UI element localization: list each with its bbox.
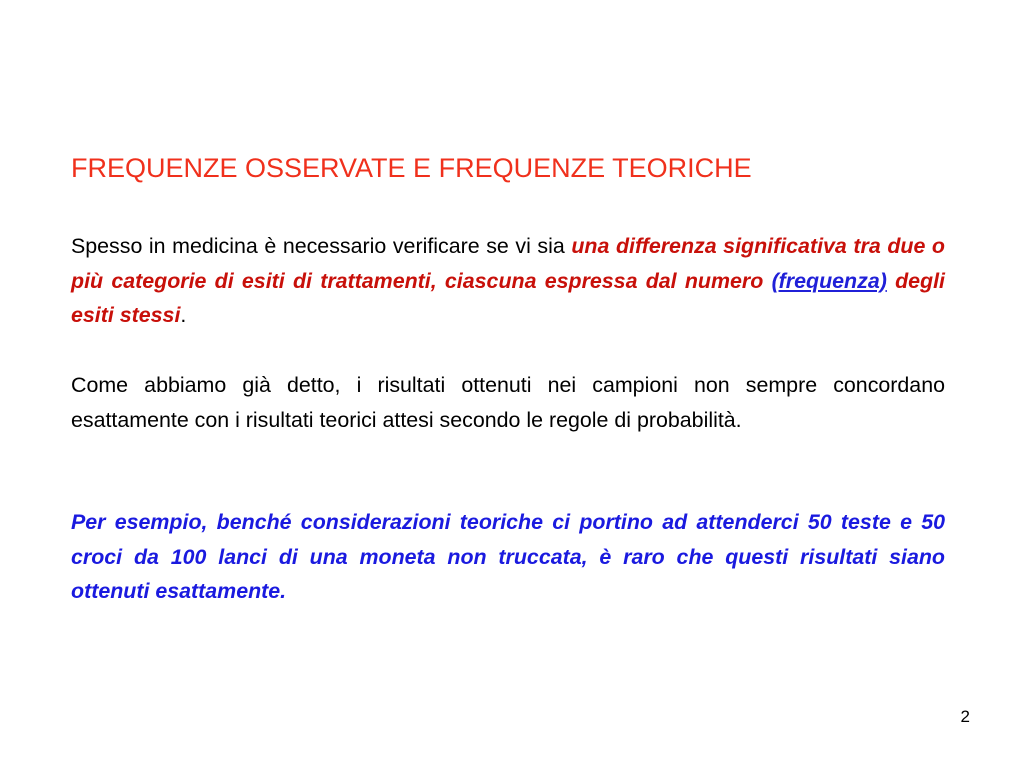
intro-emphasis-end: degli esiti stessi bbox=[71, 268, 945, 327]
intro-period: . bbox=[180, 303, 187, 327]
slide-title: FREQUENZE OSSERVATE E FREQUENZE TEORICHE bbox=[71, 153, 752, 183]
frequenza-link[interactable]: (frequenza) bbox=[771, 268, 887, 293]
paragraph-intro bbox=[71, 229, 945, 333]
page-number: 2 bbox=[960, 707, 970, 726]
intro-text: Spesso in medicina è necessario verificare se vi sia bbox=[71, 234, 572, 258]
paragraph-example: Per esempio, benché considerazioni teoriche ci portino ad attenderci 50 teste e 50 croci da 100 lanci di una moneta non truccata, è raro che questi risultati siano ottenuti esattamente. bbox=[71, 510, 945, 603]
paragraph-explanation: Come abbiamo già detto, i risultati ottenuti nei campioni non sempre concordano esattamente con i risultati teorici attesi secondo le regole di probabilità. bbox=[71, 373, 945, 432]
intro-space bbox=[763, 269, 771, 293]
intro-emphasis: una differenza significativa tra due o più categorie di esiti di trattamenti, ciascuna espressa dal numero bbox=[71, 234, 945, 293]
